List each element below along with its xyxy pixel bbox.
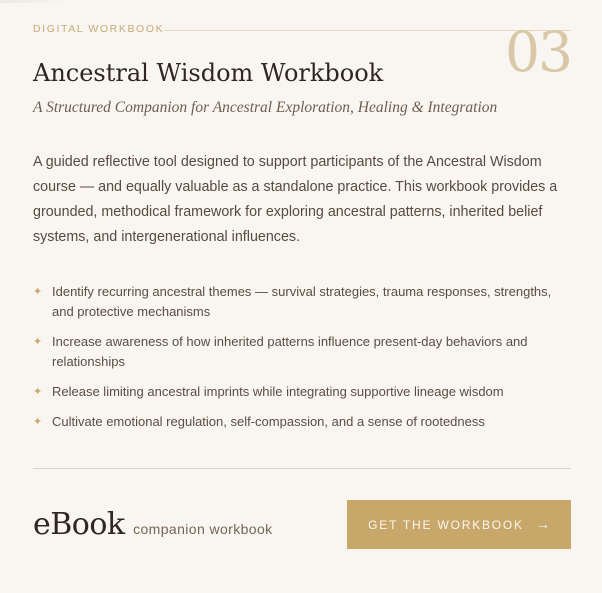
star-bullet-icon: ✦ (33, 336, 43, 348)
star-bullet-icon: ✦ (33, 416, 43, 428)
eyebrow-row (33, 23, 571, 37)
feature-text: Release limiting ancestral imprints while integrating supportive lineage wisdom (52, 384, 504, 399)
feature-text: Cultivate emotional regulation, self-compassion, and a sense of rootedness (52, 414, 485, 429)
section-number: 03 (505, 20, 571, 84)
format-secondary: companion workbook (133, 521, 273, 537)
feature-item (33, 382, 571, 402)
get-workbook-button[interactable] (347, 500, 571, 549)
workbook-card (33, 0, 571, 593)
feature-text: Identify recurring ancestral themes — survival strategies, trauma responses, strengths, and protective mechanisms (52, 284, 552, 319)
feature-item (33, 412, 571, 432)
feature-item (33, 332, 571, 372)
format-primary: eBook (33, 507, 125, 542)
footer-divider (33, 468, 571, 469)
product-title: Ancestral Wisdom Workbook (33, 59, 384, 87)
arrow-right-icon: → (535, 516, 550, 532)
star-bullet-icon: ✦ (33, 386, 43, 398)
feature-list (33, 282, 571, 442)
feature-item (33, 282, 571, 322)
product-subtitle: A Structured Companion for Ancestral Exploration, Healing & Integration (33, 99, 498, 116)
feature-text: Increase awareness of how inherited patterns influence present-day behaviors and relationships (52, 334, 528, 369)
product-description: A guided reflective tool designed to support participants of the Ancestral Wisdom course — and equally valuable as a standalone practice. This workbook provides a grounded, methodical framework for exploring ancestral patterns, inherited belief systems, and intergenerational influences. (33, 154, 558, 245)
get-workbook-label: GET THE WORKBOOK (368, 517, 524, 532)
eyebrow-label: DIGITAL WORKBOOK (33, 23, 165, 35)
star-bullet-icon: ✦ (33, 286, 43, 298)
format-label (33, 505, 273, 545)
